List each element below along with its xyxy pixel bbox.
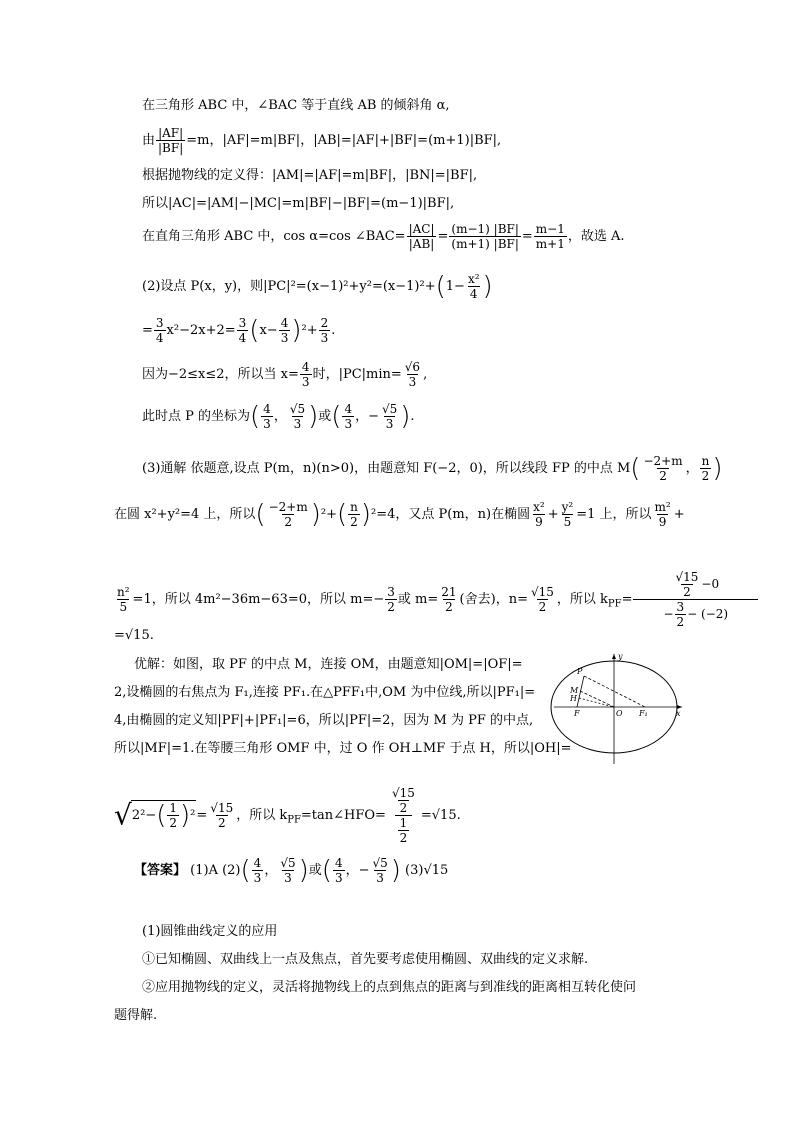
fraction: [560, 500, 576, 529]
denominator: |AB|: [408, 237, 435, 251]
fraction: [675, 600, 687, 629]
fraction: [449, 222, 520, 251]
paren: ): [712, 453, 723, 484]
numerator: 4: [253, 856, 262, 870]
denominator: 3: [408, 375, 417, 389]
label-f: F: [574, 709, 580, 718]
denominator: 2: [683, 585, 691, 599]
paren: (: [630, 453, 641, 484]
answer-label: 【答案】: [134, 863, 187, 878]
denominator: 3: [280, 331, 289, 345]
denominator: 3: [320, 331, 329, 345]
text: ①已知椭圆、双曲线上一点及焦点，首先要考虑使用椭圆、双曲线的定义求解.: [142, 952, 589, 967]
text: ，: [685, 461, 699, 476]
subscript: PF: [607, 598, 622, 610]
paren: ): [291, 315, 302, 346]
text: (3)√15: [400, 863, 449, 878]
text: ²+: [320, 507, 337, 522]
numerator: n: [701, 454, 710, 468]
denominator: 4: [238, 331, 247, 345]
solution-line-9: [142, 402, 415, 431]
segment-pf1: [584, 676, 645, 707]
fraction: [529, 585, 556, 614]
denominator: 3: [334, 871, 343, 885]
text: =m，|AF|=m|BF|，|AB|=|AF|+|BF|=(m+1)|BF|,: [186, 133, 502, 148]
text: −: [663, 607, 674, 621]
paren: (: [435, 271, 446, 302]
numerator: m−1: [535, 222, 565, 236]
denominator: (m+1) |BF|: [451, 237, 519, 251]
numerator: y²: [561, 500, 574, 514]
text: ，−: [345, 863, 370, 878]
text: ²: [190, 808, 196, 823]
sqrt-body: [131, 800, 197, 830]
text: =: [437, 229, 449, 244]
text: ²=4，又点 P(m，n)在椭圆: [371, 507, 531, 522]
denominator: 3: [301, 375, 310, 389]
denominator: 2: [387, 600, 395, 614]
solution-line-12: [114, 570, 759, 629]
answer-line: [134, 856, 448, 885]
numerator: n: [350, 500, 358, 514]
paren: ): [360, 499, 372, 530]
numerator: √5: [381, 402, 398, 416]
numerator: 3: [238, 316, 247, 330]
fraction: [380, 402, 399, 431]
text: 所以|MF|=1.在等腰三角形 OMF 中，过 O 作 OH⊥MF 于点 H，所以|OH|=: [114, 741, 572, 756]
numerator: −2+m: [643, 454, 683, 468]
text: 或: [308, 863, 322, 878]
denominator: 2: [169, 816, 178, 830]
text: −0: [701, 577, 720, 591]
label-f1: F₁: [639, 709, 648, 718]
denominator: 3: [344, 417, 353, 431]
label-m: M: [570, 686, 579, 695]
solution-line-8: [142, 360, 427, 389]
text: ，−: [355, 409, 379, 424]
text-l1: 在三角形 ABC 中，∠BAC 等于直线 AB 的倾斜角 α,: [142, 98, 450, 113]
numerator: √15: [391, 786, 415, 800]
denominator: 3: [253, 871, 262, 885]
solution-line-5: [142, 222, 625, 251]
numerator: |AF|: [158, 126, 184, 140]
text: .: [410, 409, 415, 424]
text: =tan∠HFO=: [300, 808, 386, 823]
denominator: 3: [385, 417, 394, 431]
text: ，: [264, 863, 278, 878]
text: 由: [142, 133, 156, 148]
paren: (: [156, 800, 167, 831]
text: 或 m=: [397, 592, 439, 607]
numerator: x²: [533, 500, 545, 514]
fraction: [407, 222, 437, 251]
summary-line-2: [142, 952, 588, 968]
denominator: 2: [284, 515, 292, 529]
denominator: 4: [155, 331, 164, 345]
denominator: |BF|: [158, 141, 184, 155]
numerator: 2: [320, 316, 329, 330]
numerator: 1: [169, 801, 178, 815]
denominator: [633, 599, 758, 629]
fraction: [319, 316, 331, 345]
fraction: [439, 585, 458, 614]
numerator: 4: [344, 402, 353, 416]
text: (1)圆锥曲线定义的应用: [142, 924, 278, 939]
text: ²+: [301, 323, 318, 338]
text: 根据抛物线的定义得：|AM|=|AF|=m|BF|，|BN|=|BF|,: [142, 168, 478, 183]
text: (2)设点 P(x，y)，则|PC|²=(x−1)²+y²=(x−1)²+: [142, 279, 436, 294]
text: +: [547, 507, 559, 522]
text: 此时点 P 的坐标为: [142, 409, 251, 424]
denominator: 5: [563, 515, 572, 529]
numerator: 4: [263, 402, 271, 416]
text: x−: [259, 323, 278, 338]
text: − (−2): [687, 607, 729, 621]
denominator: 2: [676, 615, 685, 629]
denominator: 2: [350, 515, 358, 529]
text: =√15.: [114, 628, 154, 643]
text: 1−: [445, 279, 465, 294]
fraction: [673, 570, 700, 599]
denominator: 3: [293, 417, 302, 431]
optimal-line-2: [114, 685, 535, 701]
summary-line-1: [142, 924, 277, 940]
numerator: x²: [467, 272, 480, 286]
optimal-line-1: [134, 657, 523, 673]
denominator: 9: [535, 515, 543, 529]
denominator: 3: [376, 871, 384, 885]
fraction: [154, 316, 166, 345]
fraction: [534, 222, 567, 251]
paren: ): [482, 271, 493, 302]
solution-line-6: [142, 272, 493, 301]
denominator: 2: [659, 469, 667, 483]
paren: (: [240, 855, 251, 886]
paren: ): [310, 499, 321, 530]
summary-line-4: [114, 1008, 157, 1024]
text: =: [142, 323, 153, 338]
text: ，: [273, 409, 287, 424]
segment-om: [580, 691, 614, 707]
numerator: 21: [441, 585, 457, 599]
denominator: 9: [658, 515, 667, 529]
denominator: 5: [119, 600, 128, 614]
solution-line-2: [142, 126, 501, 155]
numerator: −2+m: [268, 500, 308, 514]
fraction: [348, 500, 360, 529]
denominator: 2: [217, 816, 226, 830]
numerator: [387, 786, 420, 815]
solution-line-13: [114, 628, 154, 644]
big-fraction: [387, 786, 420, 845]
label-o: O: [616, 709, 623, 718]
fraction: [167, 801, 179, 830]
numerator: √5: [372, 856, 388, 870]
numerator: |AC|: [408, 222, 435, 236]
text: =: [196, 808, 208, 823]
text: x²−2x+2=: [166, 323, 236, 338]
denominator: 2: [399, 801, 408, 815]
text: ,: [423, 367, 428, 382]
optimal-line-4: [114, 741, 572, 757]
denominator: 3: [284, 871, 292, 885]
text: ②应用抛物线的定义，灵活将抛物线上的点到焦点的距离与到准线的距离相互转化使问: [142, 980, 637, 995]
paren: ): [308, 401, 319, 432]
text: 优解：如图，取 PF 的中点 M，连接 OM，由题意知|OM|=|OF|=: [134, 657, 523, 672]
numerator: [670, 570, 721, 599]
text: ，故选 A.: [567, 229, 625, 244]
fraction: [370, 856, 389, 885]
text: 4,由椭圆的定义知|PF|+|PF₁|=6，所以|PF|=2，因为 M 为 PF 的中点,: [114, 713, 534, 728]
solution-line-7: [142, 316, 335, 345]
solution-line-3: [142, 168, 477, 184]
segment-oh: [579, 698, 614, 707]
denominator: 2: [538, 600, 547, 614]
fraction-af-bf: [156, 126, 185, 155]
optimal-line-3: [114, 713, 533, 729]
text: 所以|AC|=|AM|−|MC|=m|BF|−|BF|=(m−1)|BF|,: [142, 196, 455, 211]
fraction: [333, 856, 345, 885]
paren: (: [255, 499, 266, 530]
text: .: [331, 323, 336, 338]
text: 2,设椭圆的右焦点为 F₁,连接 PF₁.在△PFF₁中,OM 为中位线,所以|PF₁|=: [114, 685, 536, 700]
denominator: 2: [701, 469, 710, 483]
numerator: √5: [280, 856, 296, 870]
numerator: 3: [155, 316, 164, 330]
label-x: x: [676, 709, 681, 718]
text: 2²−: [131, 808, 157, 823]
numerator: 1: [399, 816, 408, 830]
denominator: [395, 815, 413, 845]
optimal-line-5: [114, 786, 461, 845]
numerator: √15: [675, 570, 699, 584]
y-axis-arrow: [612, 654, 616, 659]
paren: (: [249, 315, 260, 346]
big-fraction-kpf: [633, 570, 758, 629]
fraction: [403, 360, 422, 389]
fraction: [342, 402, 354, 431]
denominator: 2: [399, 831, 408, 845]
fraction: [279, 316, 291, 345]
numerator: 4: [301, 360, 310, 374]
denominator: 4: [469, 287, 478, 301]
paren: (: [331, 401, 342, 432]
text: =1，所以 4m²−36m−63=0，所以 m=−: [132, 592, 385, 607]
numerator: m²: [654, 500, 671, 514]
solution-line-1: [142, 98, 450, 114]
text: 因为−2≤x≤2，所以当 x=: [142, 367, 299, 382]
fraction: [288, 402, 307, 431]
fraction: [466, 272, 482, 301]
numerator: √6: [404, 360, 421, 374]
fraction: [641, 454, 684, 483]
numerator: 3: [387, 585, 395, 599]
paren: (: [336, 499, 348, 530]
fraction: [300, 360, 312, 389]
denominator: m+1: [535, 237, 565, 251]
text: 题得解.: [114, 1008, 158, 1023]
fraction: [700, 454, 712, 483]
paren: ): [400, 401, 411, 432]
fraction: [261, 402, 273, 431]
numerator: √15: [530, 585, 554, 599]
numerator: √15: [210, 801, 234, 815]
numerator: 4: [280, 316, 289, 330]
denominator: 2: [445, 600, 453, 614]
text: 时，|PC|min=: [312, 367, 402, 382]
paren: (: [250, 401, 261, 432]
label-h: H: [570, 694, 577, 703]
numerator: 3: [676, 600, 685, 614]
text: 在直角三角形 ABC 中，cos α=cos ∠BAC=: [142, 229, 406, 244]
solution-line-4: [142, 196, 454, 212]
label-p: P: [577, 667, 583, 676]
text: 在圆 x²+y²=4 上，所以: [114, 507, 256, 522]
text: =√15.: [420, 808, 461, 823]
text: ，所以 k: [236, 808, 288, 823]
numerator: n²: [117, 585, 130, 599]
text: 或: [318, 409, 332, 424]
fraction: [531, 500, 547, 529]
text: (1)A (2): [190, 863, 241, 878]
solution-line-10: [142, 454, 722, 483]
fraction: [385, 585, 397, 614]
fraction: [237, 316, 249, 345]
text: =: [521, 229, 533, 244]
ellipse-diagram: [548, 652, 688, 768]
fraction: [278, 856, 297, 885]
paren: ): [298, 855, 309, 886]
fraction: [267, 500, 310, 529]
subscript: PF: [287, 814, 301, 826]
text: ，所以 k: [556, 592, 608, 607]
paren: (: [321, 855, 332, 886]
label-y: y: [618, 652, 623, 661]
text: (舍去)，n=: [459, 592, 528, 607]
text: =1 上，所以: [576, 507, 652, 522]
sqrt-symbol: √: [114, 798, 132, 832]
denominator: 3: [263, 417, 271, 431]
fraction: [115, 585, 132, 614]
numerator: √5: [289, 402, 306, 416]
summary-line-3: [142, 980, 636, 996]
solution-line-11: [114, 500, 685, 529]
fraction: [398, 816, 410, 845]
fraction: [252, 856, 264, 885]
fraction: [653, 500, 673, 529]
text: =: [621, 592, 633, 607]
paren: ): [390, 855, 401, 886]
text: (3)通解 依题意,设点 P(m，n)(n>0)，由题意知 F(−2，0)，所以线段 FP 的中点 M: [142, 461, 631, 476]
fraction: [208, 801, 235, 830]
numerator: (m−1) |BF|: [451, 222, 519, 236]
text: +: [673, 507, 685, 522]
numerator: 4: [334, 856, 343, 870]
paren: ): [180, 800, 191, 831]
fraction: [390, 786, 417, 815]
